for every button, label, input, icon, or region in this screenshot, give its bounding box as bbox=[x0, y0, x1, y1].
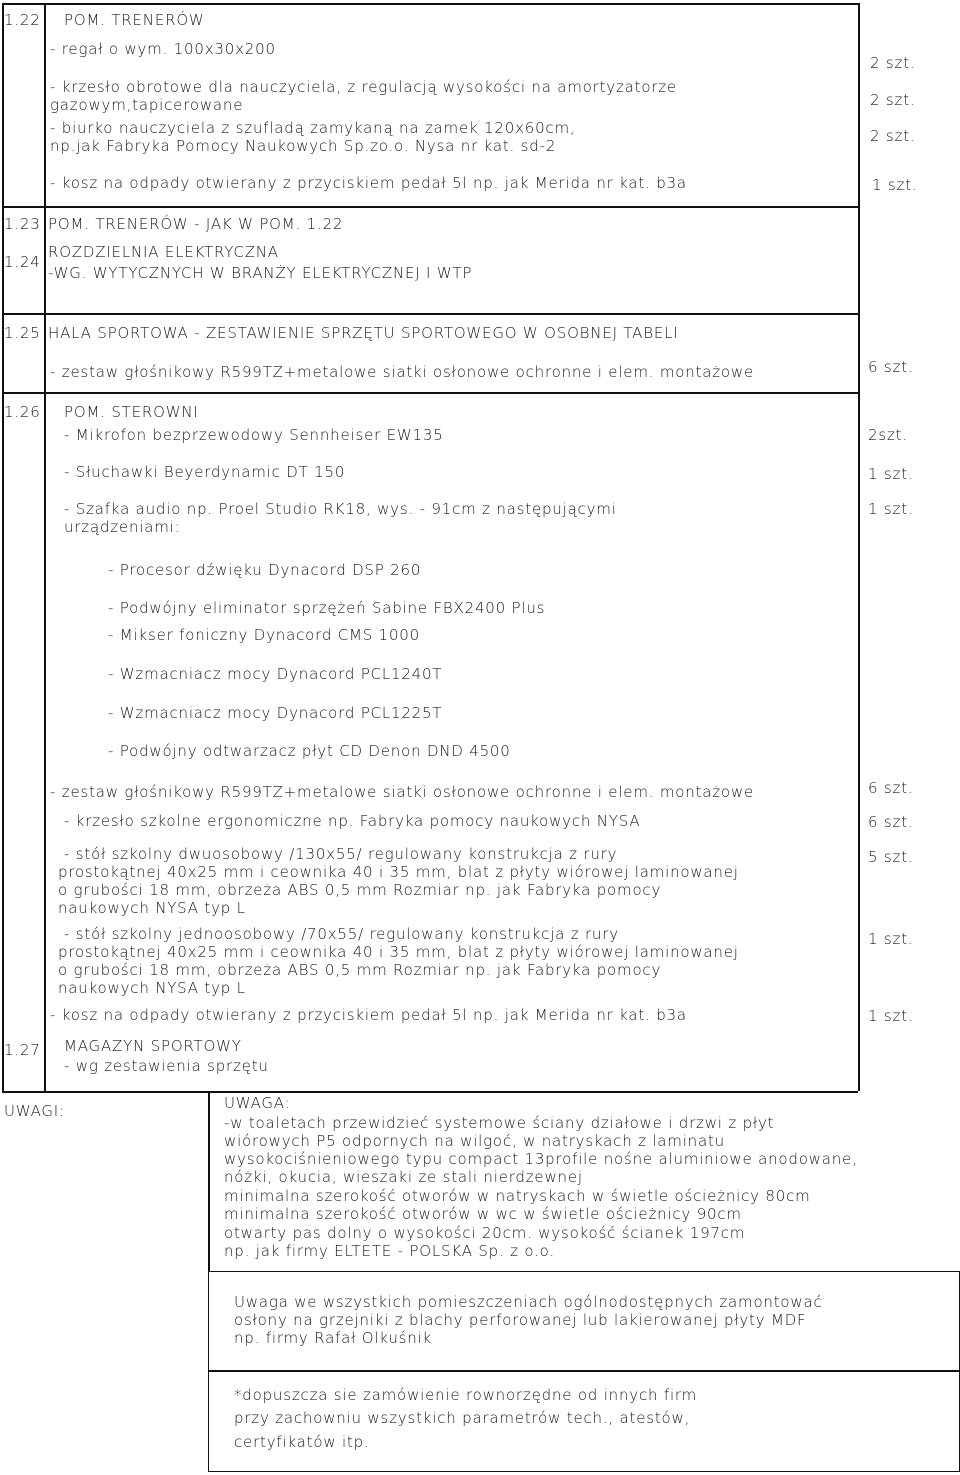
item-text: o grubości 18 mm, obrzeża ABS 0,5 mm Rozmiar np. jak Fabryka pomocy bbox=[58, 881, 662, 899]
quantity: 1 szt. bbox=[868, 1007, 914, 1025]
sub-item: - Wzmacniacz mocy Dynacord PCL1225T bbox=[108, 704, 443, 722]
number-column-line bbox=[44, 3, 46, 1091]
quantity: 1 szt. bbox=[868, 465, 914, 483]
box-line: Uwaga we wszystkich pomieszczeniach ogólnodostępnych zamontować bbox=[234, 1293, 823, 1311]
notes-column-line bbox=[208, 1091, 210, 1271]
note-line: minimalna szerokość otworów w wc w świetle ościeżnicy 90cm bbox=[224, 1205, 742, 1223]
row-line bbox=[2, 392, 858, 394]
note-line: minimalna szerokość otworów w natryskach w świetle ościeżnicy 80cm bbox=[224, 1187, 811, 1205]
item-text: - Szafka audio np. Proel Studio RK18, wys. - 91cm z następującymi bbox=[64, 500, 617, 518]
notes-divider bbox=[2, 1091, 858, 1093]
item-text: - stół szkolny dwuosobowy /130x55/ regulowany konstrukcja z rury bbox=[64, 845, 618, 863]
quantity: 6 szt. bbox=[868, 813, 914, 831]
section-subtitle: - wg zestawienia sprzętu bbox=[64, 1057, 269, 1075]
item-text: - Mikrofon bezprzewodowy Sennheiser EW135 bbox=[64, 426, 444, 444]
note-line: nóżki, okucia, wieszaki ze stali nierdzewnej bbox=[224, 1168, 583, 1186]
section-number: 1.23 bbox=[4, 215, 41, 233]
section-number: 1.26 bbox=[4, 403, 41, 421]
sub-item: - Wzmacniacz mocy Dynacord PCL1240T bbox=[108, 665, 443, 683]
item-text: - zestaw głośnikowy R599TZ+metalowe siatki osłonowe ochronne i elem. montażowe bbox=[50, 363, 755, 381]
notes-heading: UWAGA: bbox=[224, 1094, 291, 1112]
quantity: 6 szt. bbox=[868, 358, 914, 376]
box-line: *dopuszcza sie zamówienie rownorzędne od innych firm bbox=[234, 1386, 698, 1404]
item-text: - zestaw głośnikowy R599TZ+metalowe siatki osłonowe ochronne i elem. montażowe bbox=[50, 783, 755, 801]
note-line: np. jak firmy ELTETE - POLSKA Sp. z o.o. bbox=[224, 1242, 555, 1260]
sub-item: - Podwójny eliminator sprzężeń Sabine FBX2400 Plus bbox=[108, 599, 546, 617]
item-text: - stół szkolny jednoosobowy /70x55/ regulowany konstrukcja z rury bbox=[64, 925, 619, 943]
quantity: 2 szt. bbox=[870, 91, 916, 109]
left-border bbox=[2, 3, 4, 1091]
item-text: - krzesło obrotowe dla nauczyciela, z regulacją wysokości na amortyzatorze bbox=[50, 78, 677, 96]
item-text: np.jak Fabryka Pomocy Naukowych Sp.zo.o. Nysa nr kat. sd-2 bbox=[50, 137, 557, 155]
quantity: 1 szt. bbox=[868, 500, 914, 518]
section-title: MAGAZYN SPORTOWY bbox=[64, 1037, 242, 1055]
sub-item: - Procesor dźwięku Dynacord DSP 260 bbox=[108, 561, 422, 579]
box-line: osłony na grzejniki z blachy perforowanej lub lakierowanej płyty MDF bbox=[234, 1311, 807, 1329]
note-line: wiórowych P5 odpornych na wilgoć, w natryskach z laminatu bbox=[224, 1132, 725, 1150]
section-number: 1.25 bbox=[4, 324, 41, 342]
note-line: wysokociśnieniowego typu compact 13profile nośne aluminiowe anodowane, bbox=[224, 1150, 858, 1168]
note-line: otwarty pas dolny o wysokości 20cm. wysokość ścianek 197cm bbox=[224, 1224, 746, 1242]
sub-item: - Mikser foniczny Dynacord CMS 1000 bbox=[108, 626, 420, 644]
section-title: POM. TRENERÓW - JAK W POM. 1.22 bbox=[48, 215, 344, 233]
quantity: 6 szt. bbox=[868, 779, 914, 797]
quantity: 5 szt. bbox=[868, 848, 914, 866]
quantity: 2 szt. bbox=[870, 127, 916, 145]
item-text: - krzesło szkolne ergonomiczne np. Fabryka pomocy naukowych NYSA bbox=[64, 812, 641, 830]
section-title: HALA SPORTOWA - ZESTAWIENIE SPRZĘTU SPORTOWEGO W OSOBNEJ TABELI bbox=[48, 324, 679, 342]
section-number: 1.22 bbox=[4, 11, 41, 29]
sub-item: - Podwójny odtwarzacz płyt CD Denon DND 4500 bbox=[108, 742, 511, 760]
box-line: przy zachowniu wszystkich parametrów tech., atestów, bbox=[234, 1409, 691, 1427]
quantity: 2szt. bbox=[868, 426, 908, 444]
section-title: POM. TRENERÓW bbox=[64, 11, 205, 29]
top-border bbox=[2, 3, 858, 5]
quantity: 2 szt. bbox=[870, 54, 916, 72]
item-text: - Słuchawki Beyerdynamic DT 150 bbox=[64, 463, 346, 481]
item-text: urządzeniami: bbox=[64, 518, 181, 536]
row-line bbox=[2, 206, 858, 208]
item-text: prostokątnej 40x25 mm i ceownika 40 i 35 mm, blat z płyty wiórowej laminowanej bbox=[58, 863, 739, 881]
row-line bbox=[2, 313, 858, 315]
quantity: 1 szt. bbox=[868, 930, 914, 948]
item-text: prostokątnej 40x25 mm i ceownika 40 i 35 mm, blat z płyty wiórowej laminowanej bbox=[58, 943, 739, 961]
box-line: certyfikatów itp. bbox=[234, 1433, 370, 1451]
quantity-column-line bbox=[858, 3, 860, 1091]
item-text: naukowych NYSA typ L bbox=[58, 979, 246, 997]
item-text: - kosz na odpady otwierany z przyciskiem pedał 5l np. jak Merida nr kat. b3a bbox=[50, 174, 687, 192]
item-text: - kosz na odpady otwierany z przyciskiem pedał 5l np. jak Merida nr kat. b3a bbox=[50, 1006, 687, 1024]
item-text: o grubości 18 mm, obrzeża ABS 0,5 mm Rozmiar np. jak Fabryka pomocy bbox=[58, 961, 662, 979]
item-text: - regał o wym. 100x30x200 bbox=[50, 40, 276, 58]
notes-label: UWAGI: bbox=[4, 1102, 65, 1120]
quantity: 1 szt. bbox=[872, 176, 918, 194]
box-line: np. firmy Rafał Olkuśnik bbox=[234, 1329, 433, 1347]
note-line: -w toaletach przewidzieć systemowe ściany działowe i drzwi z płyt bbox=[224, 1114, 775, 1132]
section-subtitle: -WG. WYTYCZNYCH W BRANŻY ELEKTRYCZNEJ I WTP bbox=[48, 264, 473, 282]
item-text: gazowym,tapicerowane bbox=[50, 96, 244, 114]
item-text: - biurko nauczyciela z szufladą zamykaną na zamek 120x60cm, bbox=[50, 119, 576, 137]
section-number: 1.24 bbox=[4, 253, 41, 271]
section-title: ROZDZIELNIA ELEKTRYCZNA bbox=[48, 243, 279, 261]
item-text: naukowych NYSA typ L bbox=[58, 899, 246, 917]
section-number: 1.27 bbox=[4, 1041, 41, 1059]
section-title: POM. STEROWNI bbox=[64, 403, 199, 421]
